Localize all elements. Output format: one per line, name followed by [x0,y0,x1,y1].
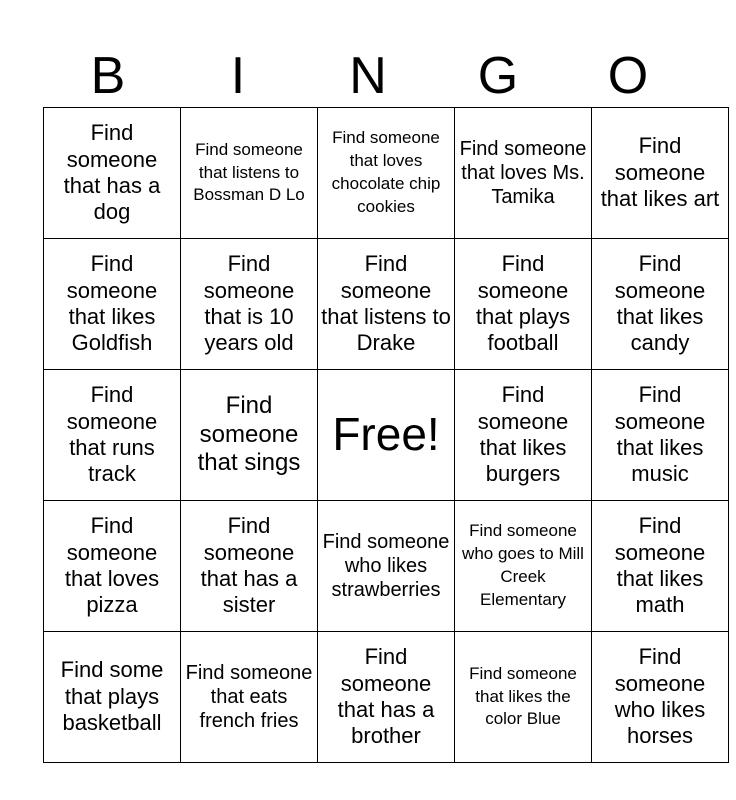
bingo-cell: Find someone that loves chocolate chip cookies [318,108,455,239]
free-space-cell: Free! [318,370,455,501]
header-letter-b: B [90,47,126,105]
bingo-cell: Find someone that likes the color Blue [455,632,592,763]
bingo-cell: Find someone that has a dog [44,108,181,239]
board-row [44,501,729,632]
bingo-cell: Find someone that eats french fries [181,632,318,763]
header-letter-n: N [349,47,387,105]
bingo-cell: Find someone that likes burgers [455,370,592,501]
bingo-cell: Find someone that loves pizza [44,501,181,632]
bingo-cell: Find someone that likes art [592,108,729,239]
header-letter-o: O [607,47,649,105]
bingo-cell: Find someone that has a sister [181,501,318,632]
bingo-cell: Find someone that loves Ms. Tamika [455,108,592,239]
board-row [44,370,729,501]
bingo-cell: Find someone that is 10 years old [181,239,318,370]
board-row [44,239,729,370]
bingo-cell: Find someone who likes horses [592,632,729,763]
bingo-cell: Find someone that likes Goldfish [44,239,181,370]
bingo-cell: Find someone that listens to Drake [318,239,455,370]
header-letter-i: I [230,47,246,105]
bingo-cell: Find someone that listens to Bossman D Lo [181,108,318,239]
bingo-cell: Find someone who likes strawberries [318,501,455,632]
header-letter-g: G [477,47,519,105]
bingo-cell: Find someone that likes math [592,501,729,632]
bingo-cell: Find someone who goes to Mill Creek Elementary [455,501,592,632]
bingo-board [43,107,729,763]
bingo-cell: Find someone that has a brother [318,632,455,763]
bingo-header [43,45,693,107]
board-row [44,108,729,239]
bingo-cell: Find someone that plays football [455,239,592,370]
board-row [44,632,729,763]
bingo-cell: Find someone that likes music [592,370,729,501]
bingo-cell: Find someone that runs track [44,370,181,501]
bingo-cell: Find some that plays basketball [44,632,181,763]
bingo-cell: Find someone that likes candy [592,239,729,370]
bingo-cell: Find someone that sings [181,370,318,501]
